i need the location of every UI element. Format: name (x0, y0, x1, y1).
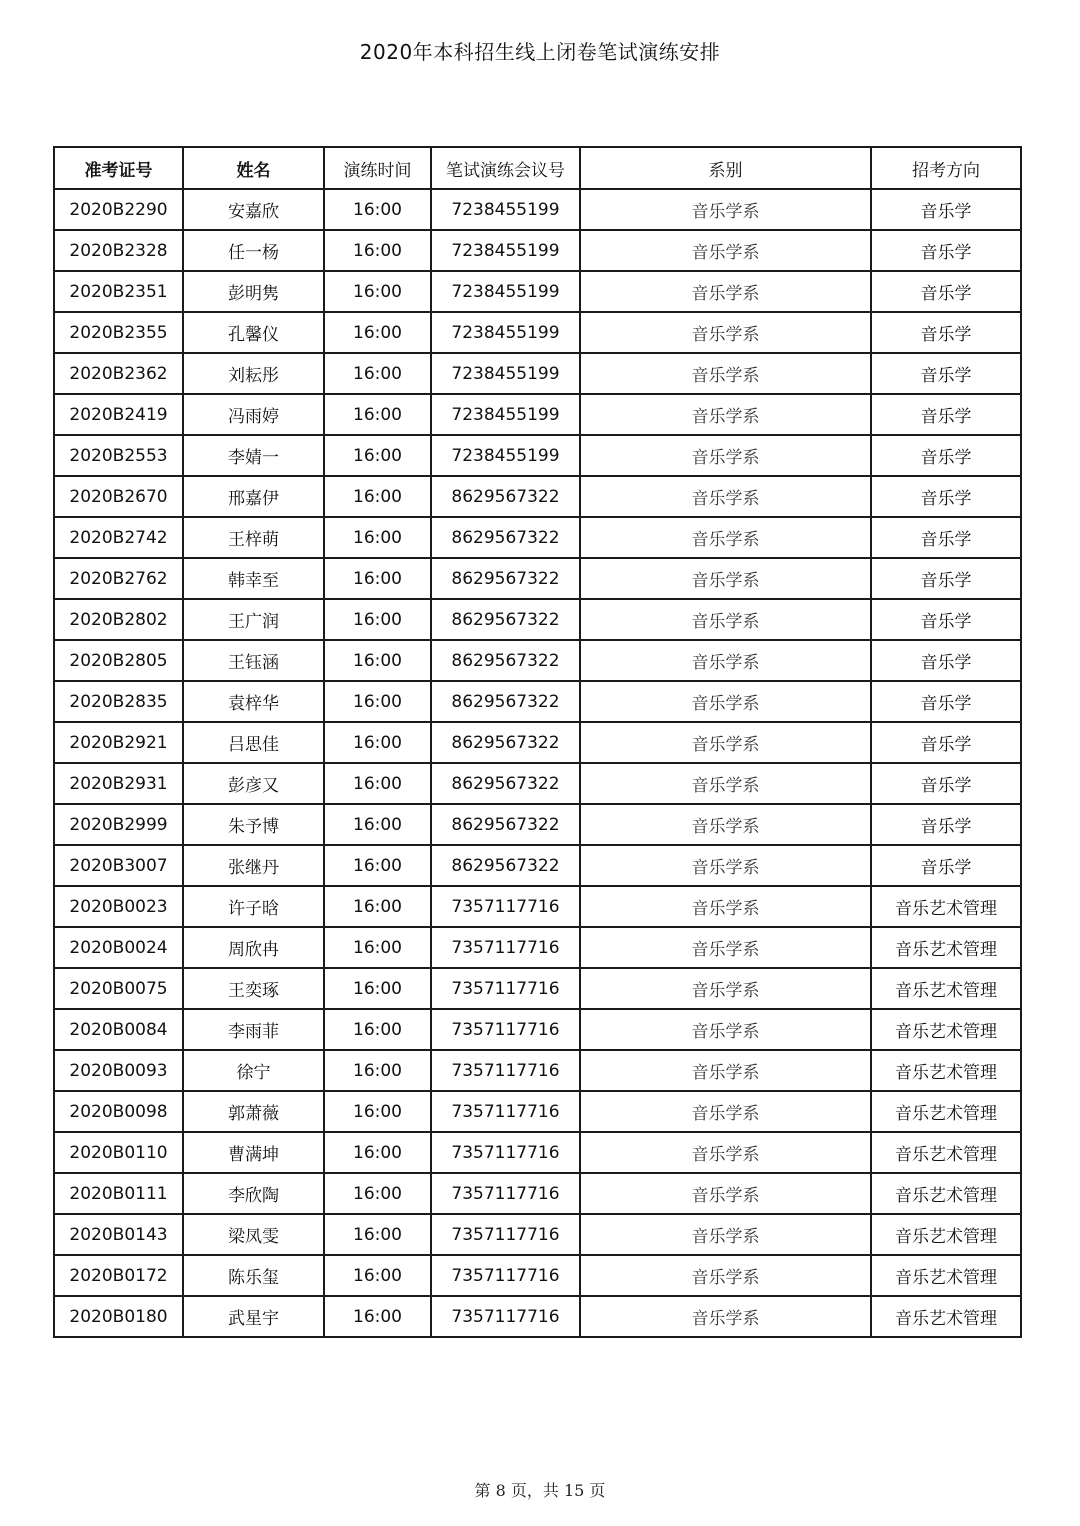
cell-time: 16:00 (324, 435, 431, 476)
cell-name: 朱予博 (183, 804, 324, 845)
cell-major: 音乐艺术管理 (871, 1214, 1021, 1255)
table-row (54, 189, 1021, 230)
cell-department: 音乐学系 (580, 517, 871, 558)
table-row (54, 804, 1021, 845)
cell-department: 音乐学系 (580, 1009, 871, 1050)
cell-time: 16:00 (324, 681, 431, 722)
cell-major: 音乐学 (871, 640, 1021, 681)
cell-major: 音乐艺术管理 (871, 1255, 1021, 1296)
header-meeting-id: 笔试演练会议号 (431, 147, 580, 189)
cell-time: 16:00 (324, 517, 431, 558)
table-row (54, 722, 1021, 763)
cell-time: 16:00 (324, 189, 431, 230)
cell-exam-id: 2020B0180 (54, 1296, 183, 1337)
cell-time: 16:00 (324, 1009, 431, 1050)
table-row (54, 681, 1021, 722)
cell-exam-id: 2020B3007 (54, 845, 183, 886)
cell-name: 李雨菲 (183, 1009, 324, 1050)
cell-department: 音乐学系 (580, 1173, 871, 1214)
table-row (54, 1214, 1021, 1255)
cell-department: 音乐学系 (580, 476, 871, 517)
cell-time: 16:00 (324, 599, 431, 640)
cell-meeting-id: 8629567322 (431, 599, 580, 640)
cell-time: 16:00 (324, 1255, 431, 1296)
header-time: 演练时间 (324, 147, 431, 189)
table-row (54, 517, 1021, 558)
cell-name: 李欣陶 (183, 1173, 324, 1214)
cell-major: 音乐艺术管理 (871, 1091, 1021, 1132)
cell-time: 16:00 (324, 353, 431, 394)
cell-exam-id: 2020B2290 (54, 189, 183, 230)
cell-time: 16:00 (324, 763, 431, 804)
cell-time: 16:00 (324, 1050, 431, 1091)
cell-name: 郭萧薇 (183, 1091, 324, 1132)
cell-exam-id: 2020B2921 (54, 722, 183, 763)
cell-department: 音乐学系 (580, 394, 871, 435)
cell-meeting-id: 8629567322 (431, 681, 580, 722)
cell-name: 张继丹 (183, 845, 324, 886)
table-row (54, 968, 1021, 1009)
cell-department: 音乐学系 (580, 271, 871, 312)
cell-name: 冯雨婷 (183, 394, 324, 435)
cell-exam-id: 2020B2931 (54, 763, 183, 804)
table-row (54, 1173, 1021, 1214)
cell-meeting-id: 7357117716 (431, 1132, 580, 1173)
cell-time: 16:00 (324, 722, 431, 763)
cell-name: 任一杨 (183, 230, 324, 271)
cell-major: 音乐艺术管理 (871, 1173, 1021, 1214)
cell-time: 16:00 (324, 1214, 431, 1255)
cell-exam-id: 2020B2999 (54, 804, 183, 845)
cell-meeting-id: 7357117716 (431, 968, 580, 1009)
cell-department: 音乐学系 (580, 1296, 871, 1337)
cell-exam-id: 2020B0084 (54, 1009, 183, 1050)
table-row (54, 763, 1021, 804)
table-header-row (54, 147, 1021, 189)
cell-meeting-id: 8629567322 (431, 558, 580, 599)
cell-department: 音乐学系 (580, 230, 871, 271)
cell-meeting-id: 7238455199 (431, 353, 580, 394)
cell-name: 王梓萌 (183, 517, 324, 558)
cell-major: 音乐学 (871, 189, 1021, 230)
cell-department: 音乐学系 (580, 763, 871, 804)
cell-name: 曹满坤 (183, 1132, 324, 1173)
cell-department: 音乐学系 (580, 1132, 871, 1173)
table-row (54, 271, 1021, 312)
cell-major: 音乐艺术管理 (871, 886, 1021, 927)
table-row (54, 1050, 1021, 1091)
cell-meeting-id: 7357117716 (431, 886, 580, 927)
cell-major: 音乐艺术管理 (871, 1132, 1021, 1173)
cell-department: 音乐学系 (580, 353, 871, 394)
cell-major: 音乐艺术管理 (871, 1296, 1021, 1337)
cell-meeting-id: 7238455199 (431, 189, 580, 230)
cell-department: 音乐学系 (580, 722, 871, 763)
cell-department: 音乐学系 (580, 1091, 871, 1132)
cell-department: 音乐学系 (580, 968, 871, 1009)
cell-department: 音乐学系 (580, 435, 871, 476)
cell-major: 音乐学 (871, 312, 1021, 353)
cell-time: 16:00 (324, 968, 431, 1009)
cell-department: 音乐学系 (580, 189, 871, 230)
cell-department: 音乐学系 (580, 599, 871, 640)
header-name: 姓名 (183, 147, 324, 189)
cell-exam-id: 2020B0075 (54, 968, 183, 1009)
cell-name: 邢嘉伊 (183, 476, 324, 517)
table-row (54, 394, 1021, 435)
cell-exam-id: 2020B0093 (54, 1050, 183, 1091)
cell-meeting-id: 7238455199 (431, 435, 580, 476)
cell-exam-id: 2020B0143 (54, 1214, 183, 1255)
cell-meeting-id: 7238455199 (431, 394, 580, 435)
cell-major: 音乐学 (871, 804, 1021, 845)
cell-department: 音乐学系 (580, 804, 871, 845)
page-title: 2020年本科招生线上闭卷笔试演练安排 (359, 40, 721, 64)
cell-major: 音乐学 (871, 599, 1021, 640)
cell-department: 音乐学系 (580, 1214, 871, 1255)
cell-major: 音乐学 (871, 435, 1021, 476)
cell-department: 音乐学系 (580, 1255, 871, 1296)
cell-exam-id: 2020B0110 (54, 1132, 183, 1173)
cell-major: 音乐学 (871, 763, 1021, 804)
table-row (54, 1255, 1021, 1296)
cell-exam-id: 2020B2351 (54, 271, 183, 312)
cell-exam-id: 2020B2835 (54, 681, 183, 722)
table-row (54, 640, 1021, 681)
cell-name: 彭彦又 (183, 763, 324, 804)
header-exam-id: 准考证号 (54, 147, 183, 189)
cell-exam-id: 2020B2802 (54, 599, 183, 640)
cell-exam-id: 2020B2742 (54, 517, 183, 558)
table-row (54, 353, 1021, 394)
cell-time: 16:00 (324, 1132, 431, 1173)
cell-time: 16:00 (324, 1173, 431, 1214)
cell-exam-id: 2020B0098 (54, 1091, 183, 1132)
table-row (54, 927, 1021, 968)
table-row (54, 230, 1021, 271)
table-row (54, 558, 1021, 599)
cell-meeting-id: 8629567322 (431, 640, 580, 681)
cell-time: 16:00 (324, 640, 431, 681)
table-body (54, 189, 1021, 1337)
cell-time: 16:00 (324, 927, 431, 968)
cell-department: 音乐学系 (580, 886, 871, 927)
cell-major: 音乐艺术管理 (871, 1009, 1021, 1050)
cell-major: 音乐艺术管理 (871, 1050, 1021, 1091)
cell-time: 16:00 (324, 804, 431, 845)
cell-exam-id: 2020B2355 (54, 312, 183, 353)
table-row (54, 476, 1021, 517)
cell-name: 王广润 (183, 599, 324, 640)
cell-department: 音乐学系 (580, 312, 871, 353)
table-row (54, 845, 1021, 886)
cell-name: 徐宁 (183, 1050, 324, 1091)
cell-exam-id: 2020B0023 (54, 886, 183, 927)
cell-meeting-id: 8629567322 (431, 804, 580, 845)
cell-department: 音乐学系 (580, 1050, 871, 1091)
cell-name: 许子晗 (183, 886, 324, 927)
cell-major: 音乐学 (871, 476, 1021, 517)
table-row (54, 1296, 1021, 1337)
cell-major: 音乐学 (871, 681, 1021, 722)
cell-name: 梁凤雯 (183, 1214, 324, 1255)
cell-name: 王奕琢 (183, 968, 324, 1009)
cell-name: 吕思佳 (183, 722, 324, 763)
cell-exam-id: 2020B2362 (54, 353, 183, 394)
table-row (54, 599, 1021, 640)
cell-major: 音乐学 (871, 271, 1021, 312)
cell-meeting-id: 7357117716 (431, 1255, 580, 1296)
table-row (54, 1091, 1021, 1132)
cell-time: 16:00 (324, 1091, 431, 1132)
cell-meeting-id: 8629567322 (431, 722, 580, 763)
cell-name: 陈乐玺 (183, 1255, 324, 1296)
cell-time: 16:00 (324, 845, 431, 886)
cell-meeting-id: 8629567322 (431, 476, 580, 517)
cell-time: 16:00 (324, 271, 431, 312)
cell-major: 音乐学 (871, 517, 1021, 558)
cell-exam-id: 2020B0111 (54, 1173, 183, 1214)
cell-exam-id: 2020B2805 (54, 640, 183, 681)
cell-major: 音乐学 (871, 353, 1021, 394)
cell-time: 16:00 (324, 558, 431, 599)
cell-name: 彭明隽 (183, 271, 324, 312)
cell-meeting-id: 7357117716 (431, 927, 580, 968)
cell-meeting-id: 8629567322 (431, 763, 580, 804)
cell-exam-id: 2020B2328 (54, 230, 183, 271)
page-footer: 第 8 页，共 15 页 (474, 1481, 606, 1500)
cell-exam-id: 2020B0024 (54, 927, 183, 968)
cell-time: 16:00 (324, 886, 431, 927)
table-row (54, 1132, 1021, 1173)
cell-time: 16:00 (324, 312, 431, 353)
cell-meeting-id: 7357117716 (431, 1296, 580, 1337)
cell-name: 安嘉欣 (183, 189, 324, 230)
table-row (54, 1009, 1021, 1050)
cell-name: 韩幸至 (183, 558, 324, 599)
cell-major: 音乐学 (871, 558, 1021, 599)
cell-meeting-id: 7238455199 (431, 230, 580, 271)
cell-department: 音乐学系 (580, 845, 871, 886)
cell-meeting-id: 7357117716 (431, 1091, 580, 1132)
cell-exam-id: 2020B2419 (54, 394, 183, 435)
cell-exam-id: 2020B2670 (54, 476, 183, 517)
cell-major: 音乐学 (871, 845, 1021, 886)
cell-meeting-id: 7357117716 (431, 1050, 580, 1091)
cell-major: 音乐学 (871, 230, 1021, 271)
cell-major: 音乐艺术管理 (871, 968, 1021, 1009)
cell-exam-id: 2020B2762 (54, 558, 183, 599)
cell-major: 音乐学 (871, 394, 1021, 435)
cell-meeting-id: 7357117716 (431, 1173, 580, 1214)
cell-name: 王钰涵 (183, 640, 324, 681)
cell-time: 16:00 (324, 476, 431, 517)
table-row (54, 886, 1021, 927)
cell-name: 周欣冉 (183, 927, 324, 968)
exam-schedule-table (53, 146, 1022, 1338)
cell-exam-id: 2020B2553 (54, 435, 183, 476)
cell-meeting-id: 7238455199 (431, 271, 580, 312)
cell-time: 16:00 (324, 230, 431, 271)
cell-department: 音乐学系 (580, 640, 871, 681)
table-row (54, 312, 1021, 353)
cell-name: 孔馨仪 (183, 312, 324, 353)
cell-department: 音乐学系 (580, 681, 871, 722)
cell-name: 刘耘彤 (183, 353, 324, 394)
cell-department: 音乐学系 (580, 927, 871, 968)
cell-department: 音乐学系 (580, 558, 871, 599)
cell-meeting-id: 8629567322 (431, 517, 580, 558)
table-row (54, 435, 1021, 476)
cell-meeting-id: 7238455199 (431, 312, 580, 353)
cell-meeting-id: 8629567322 (431, 845, 580, 886)
cell-time: 16:00 (324, 394, 431, 435)
cell-meeting-id: 7357117716 (431, 1214, 580, 1255)
cell-major: 音乐学 (871, 722, 1021, 763)
header-major: 招考方向 (871, 147, 1021, 189)
cell-exam-id: 2020B0172 (54, 1255, 183, 1296)
cell-time: 16:00 (324, 1296, 431, 1337)
cell-name: 袁梓华 (183, 681, 324, 722)
header-department: 系别 (580, 147, 871, 189)
cell-name: 武星宇 (183, 1296, 324, 1337)
cell-meeting-id: 7357117716 (431, 1009, 580, 1050)
cell-major: 音乐艺术管理 (871, 927, 1021, 968)
cell-name: 李婧一 (183, 435, 324, 476)
